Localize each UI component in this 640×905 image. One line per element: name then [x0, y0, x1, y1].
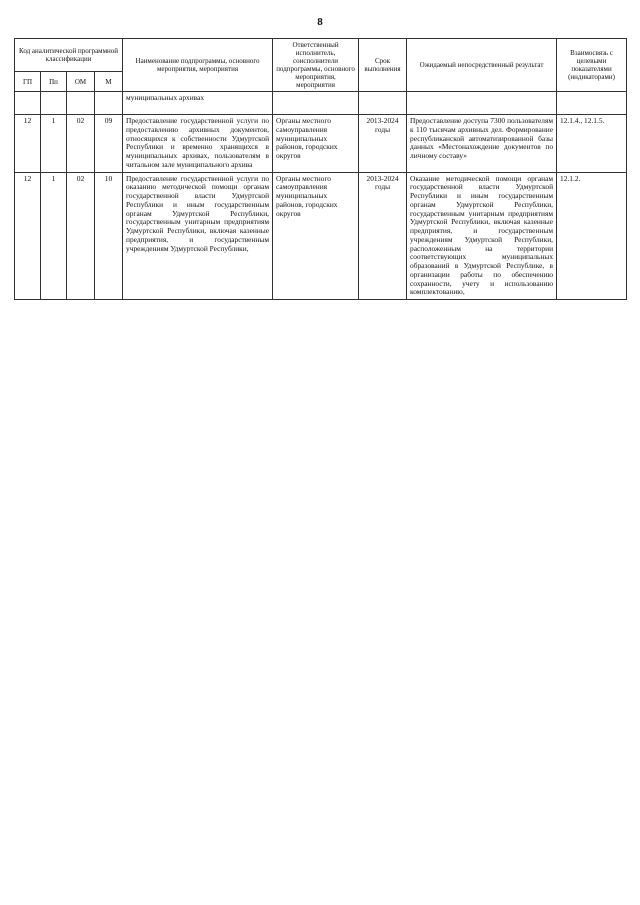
header-link: Взаимосвязь с целевыми показателями (индикаторами)	[557, 39, 627, 92]
cell-term: 2013-2024 годы	[359, 115, 407, 172]
program-activities-table	[14, 38, 627, 300]
cell-om	[67, 92, 95, 115]
cell-result	[407, 92, 557, 115]
cell-m: 10	[95, 172, 123, 299]
cell-executor: Органы местного самоуправления муниципальных районов, городских округов	[273, 115, 359, 172]
cell-term: 2013-2024 годы	[359, 172, 407, 299]
header-result: Ожидаемый непосредственный результат	[407, 39, 557, 92]
header-term: Срок выполнения	[359, 39, 407, 92]
cell-term	[359, 92, 407, 115]
table-row	[15, 115, 627, 172]
header-gp: ГП	[15, 71, 41, 91]
cell-link: 12.1.4., 12.1.5.	[557, 115, 627, 172]
cell-m	[95, 92, 123, 115]
table-row	[15, 92, 627, 115]
header-executor: Ответственный исполнитель, соисполнители подпрограммы, основного мероприятия, мероприятия	[273, 39, 359, 92]
cell-om: 02	[67, 172, 95, 299]
cell-gp: 12	[15, 115, 41, 172]
cell-gp	[15, 92, 41, 115]
cell-pp: 1	[41, 115, 67, 172]
table-row	[15, 172, 627, 299]
cell-executor: Органы местного самоуправления муниципальных районов, городских округов	[273, 172, 359, 299]
header-name: Наименование подпрограммы, основного мероприятия, мероприятия	[123, 39, 273, 92]
cell-result: Оказание методической помощи органам государственной власти Удмуртской Республики и иным государственным органам Удмуртской Республики, государственным унитарным предприятиям Удмуртской Республики, включая казенные предприятия, и государственным учреждениям Удмуртской Республики, расположенным на территории соответствующих муниципальных образований в Удмуртской Республике, в организации работы по обеспечению сохранности, учету и использованию комплектованию,	[407, 172, 557, 299]
cell-name: муниципальных архивах	[123, 92, 273, 115]
cell-link	[557, 92, 627, 115]
cell-result: Предоставление доступа 7300 пользователям к 110 тысячам архивных дел. Формирование республиканской автоматизированной базы данных «Местонахождение документов по личному составу»	[407, 115, 557, 172]
cell-pp	[41, 92, 67, 115]
header-pp: Пп	[41, 71, 67, 91]
header-row	[15, 39, 627, 72]
cell-pp: 1	[41, 172, 67, 299]
header-m: М	[95, 71, 123, 91]
cell-om: 02	[67, 115, 95, 172]
cell-link: 12.1.2.	[557, 172, 627, 299]
header-om: ОМ	[67, 71, 95, 91]
cell-executor	[273, 92, 359, 115]
cell-name: Предоставление государственной услуги по оказанию методической помощи органам государственной власти Удмуртской Республики и иным государственным органам Удмуртской Республики, государственным унитарным предприятиям Удмуртской Республики, включая казенные предприятия, и государственным учреждениям Удмуртской Республики,	[123, 172, 273, 299]
page-number: 8	[317, 16, 323, 28]
cell-name: Предоставление государственной услуги по предоставлению архивных документов, относящихся к собственности Удмуртской Республики и временно хранящихся в муниципальных архивах, пользователям в читальном зале муниципального архива	[123, 115, 273, 172]
cell-gp: 12	[15, 172, 41, 299]
header-code-group: Код аналитической программной классификации	[15, 39, 123, 72]
cell-m: 09	[95, 115, 123, 172]
